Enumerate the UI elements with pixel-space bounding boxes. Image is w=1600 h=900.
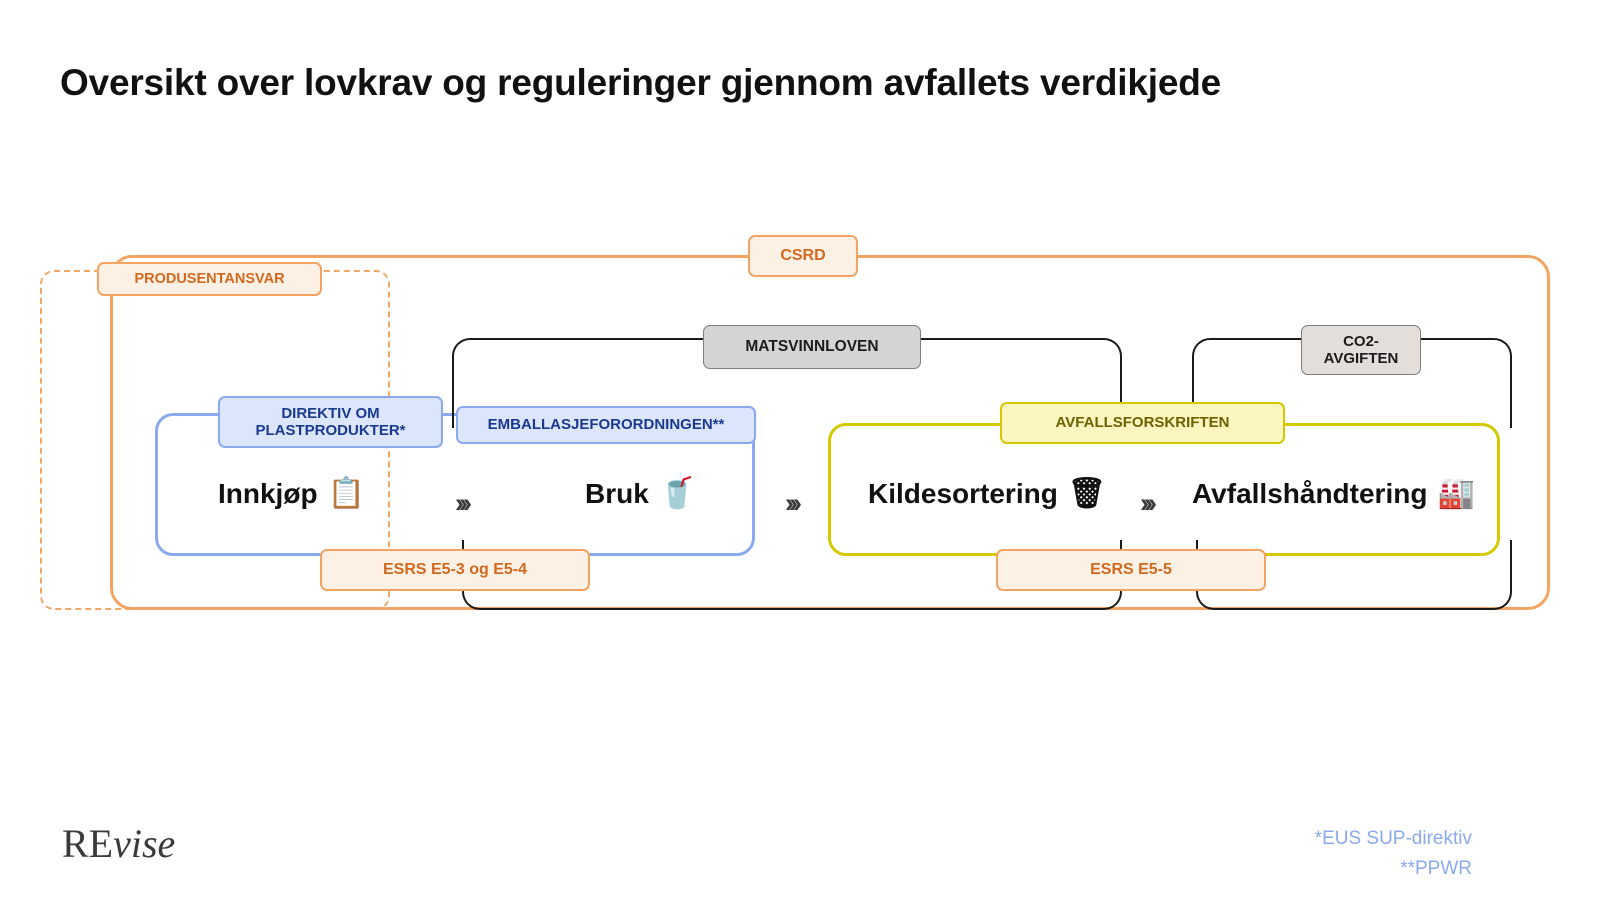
logo-prefix: RE	[62, 821, 114, 866]
label-direktiv-om-plastprodukter	[218, 396, 443, 448]
label-co2-avgiften	[1301, 325, 1421, 375]
stage-innkjop	[218, 478, 365, 510]
clipboard-icon: 📋	[327, 477, 365, 510]
stage-kildesortering-label: Kildesortering	[868, 478, 1058, 509]
stage-bruk	[585, 478, 696, 510]
trash-bin-icon: 🗑	[1067, 477, 1106, 510]
page-title: Oversikt over lovkrav og reguleringer gjennom avfallets verdikjede	[60, 62, 1221, 103]
revise-logo	[62, 820, 175, 867]
stage-bruk-label: Bruk	[585, 478, 649, 509]
footnote-ppwr: **PPWR	[1400, 858, 1472, 879]
stage-avfallshandtering	[1192, 478, 1475, 510]
label-plastprodukter-line2: PLASTPRODUKTER*	[255, 422, 406, 439]
label-esrs-e55: ESRS E5-5	[996, 549, 1266, 591]
label-esrs-e53-e54: ESRS E5-3 og E5-4	[320, 549, 590, 591]
coffee-cup-icon: 🥤	[658, 477, 697, 510]
label-co2-avgiften-line2: AVGIFTEN	[1323, 350, 1399, 367]
label-co2-avgiften-line1: CO2-	[1343, 332, 1379, 350]
label-produsentansvar: PRODUSENTANSVAR	[97, 262, 322, 296]
label-csrd: CSRD	[748, 235, 858, 277]
factory-icon: 🏭	[1437, 477, 1475, 510]
stage-avfallshandtering-label: Avfallshåndtering	[1192, 478, 1428, 509]
flow-arrow-2: ›››	[785, 488, 797, 518]
label-avfallsforskriften: AVFALLSFORSKRIFTEN	[1000, 402, 1285, 444]
label-matsvinnloven: MATSVINNLOVEN	[703, 325, 921, 369]
logo-suffix: vise	[113, 821, 176, 866]
flow-arrow-3: ›››	[1140, 488, 1152, 518]
label-emballasjeforordningen: EMBALLASJEFORORDNINGEN**	[456, 406, 756, 444]
stage-kildesortering	[868, 478, 1106, 510]
flow-arrow-1: ›››	[455, 488, 467, 518]
label-plastprodukter-line1: DIREKTIV OM	[281, 404, 380, 422]
footnote-sup-directive: *EUS SUP-direktiv	[1314, 828, 1472, 849]
stage-innkjop-label: Innkjøp	[218, 478, 318, 509]
